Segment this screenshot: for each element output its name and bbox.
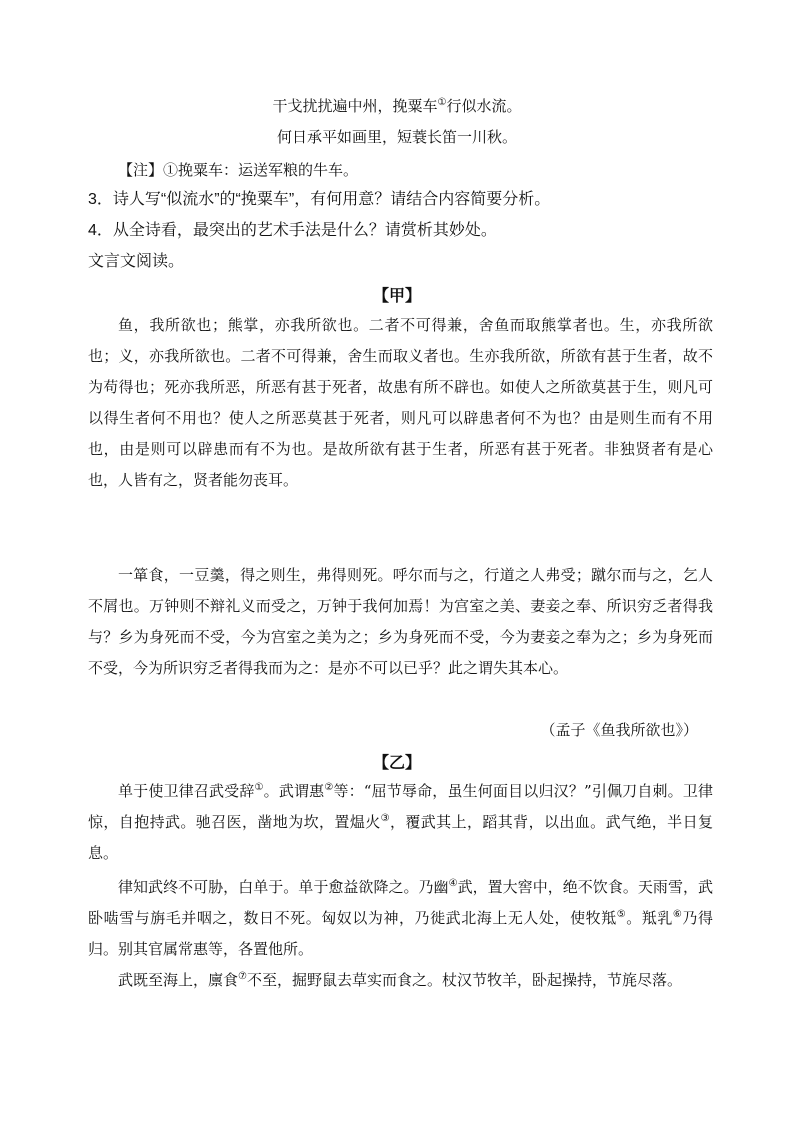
yi-p2-text-a: 律知武终不可胁，白单于。单于愈益欲降之。乃幽: [118, 878, 449, 896]
poem-note-marker: ①: [437, 97, 447, 108]
yi-paragraph-1: [88, 776, 713, 869]
section-title: 文言文阅读。: [88, 253, 185, 270]
yi-heading: 【乙】: [372, 753, 421, 772]
poem-line-1-text-a: 干戈扰扰遍中州，挽粟车: [272, 97, 438, 115]
yi-note-1: ①: [254, 782, 264, 793]
question-4: 4．从全诗看，最突出的艺术手法是什么？请赏析其妙处。: [88, 222, 497, 239]
yi-paragraph-2: [88, 872, 713, 965]
yi-note-7: ⑦: [238, 971, 247, 982]
yi-note-5: ⑤: [616, 909, 627, 920]
yi-p1-text-c: 等：“屈节辱命，虽生何面目以归汉？”引佩刀自刺。卫律惊，自抱持武。驰召医，凿地为坎，置煴火: [88, 782, 713, 831]
yi-p1-text-d: ，覆武其上，蹈其背，以出血。武气绝，半日复息。: [88, 813, 713, 862]
yi-p3-text-b: 不至，掘野鼠去草实而食之。杖汉节牧羊，卧起操持，节旄尽落。: [246, 971, 682, 989]
yi-note-3: ③: [380, 813, 390, 824]
question-3: 3．诗人写“似流水”的“挽粟车”，有何用意？请结合内容简要分析。: [88, 191, 551, 208]
poem-line-1: [0, 96, 794, 116]
yi-p2-text-d: 乃得归。别其官属常惠等，各置他所。: [88, 909, 713, 958]
jia-heading: 【甲】: [372, 286, 421, 305]
yi-p1-text-b: 。武谓惠: [263, 782, 325, 800]
jia-source: （孟子《鱼我所欲也》）: [540, 721, 698, 739]
poem-line-2: 何日承平如画里，短蓑长笛一川秋。: [276, 128, 517, 146]
yi-note-2: ②: [324, 782, 334, 793]
yi-p2-text-c: 。羝乳: [626, 909, 673, 927]
jia-paragraph-2: 一箪食，一豆羹，得之则生，弗得则死。呼尔而与之，行道之人弗受；蹴尔而与之，乞人不屑也。万钟则不辩礼义而受之，万钟于我何加焉！为宫室之美、妻妾之奉、所识穷乏者得我与？乡为身死而不受，今为宫室之美为之；乡为身死而不受，今为妻妾之奉为之；乡为身死而不受，今为所识穷乏者得我而为之：是亦不可以已乎？此之谓失其本心。: [88, 566, 713, 677]
yi-p3-text-a: 武既至海上，廪食: [118, 971, 239, 989]
jia-paragraph-1: 鱼，我所欲也；熊掌，亦我所欲也。二者不可得兼，舍鱼而取熊掌者也。生，亦我所欲也；义，亦我所欲也。二者不可得兼，舍生而取义者也。生亦我所欲，所欲有甚于生者，故不为苟得也；死亦我所恶，所恶有甚于死者，故患有所不辟也。如使人之所欲莫甚于生，则凡可以得生者何不用也？使人之所恶莫甚于死者，则凡可以辟患者何不为也？由是则生而有不用也，由是则可以辟患而有不为也。是故所欲有甚于生者，所恶有甚于死者。非独贤者有是心也，人皆有之，贤者能勿丧耳。: [88, 316, 713, 489]
poem-note: 【注】①挽粟车：运送军粮的牛车。: [118, 161, 359, 179]
yi-p2-text-b: 武，置大窖中，绝不饮食。天雨雪，武卧啮雪与旃毛并咽之，数日不死。匈奴以为神，乃徙武北海上无人处，使牧羝: [88, 878, 713, 927]
yi-note-4: ④: [448, 878, 458, 889]
yi-note-6: ⑥: [672, 909, 683, 920]
poem-line-1-text-b: 行似水流。: [446, 97, 522, 115]
yi-p1-text-a: 单于使卫律召武受辞: [118, 782, 255, 800]
yi-paragraph-3: [88, 965, 713, 996]
